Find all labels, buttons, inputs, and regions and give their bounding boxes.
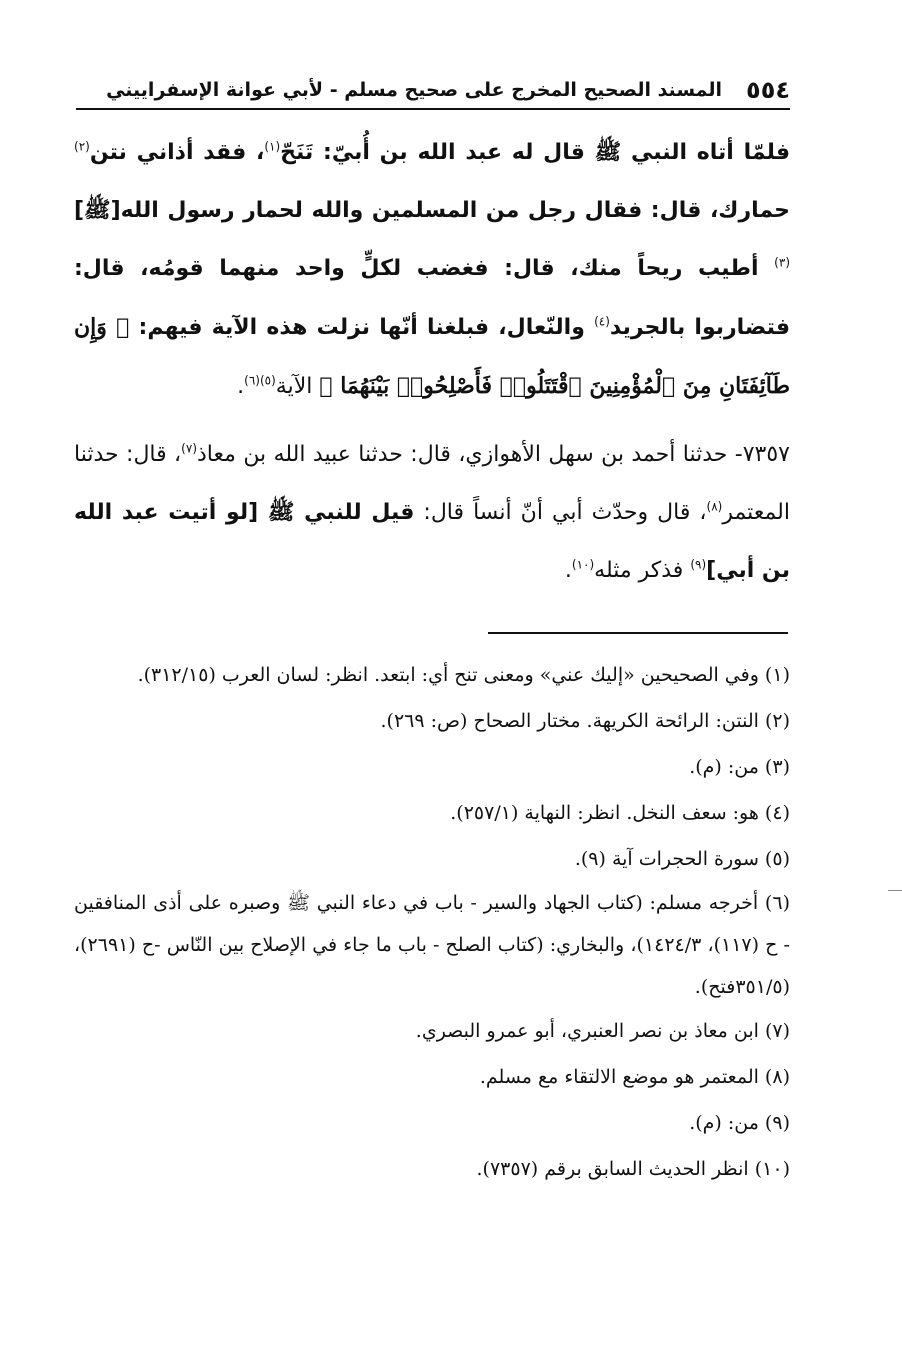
footnote: (٨) المعتمر هو موضع الالتقاء مع مسلم. [479,1066,790,1088]
footnote: (١) وفي الصحيحين «إليك عني» ومعنى تنح أي: ابتعد. انظر: لسان العرب (٣١٢/١٥). [137,664,790,686]
text-segment: ، قال: حدثنا المعتمر [74,442,790,525]
footnote-ref[interactable]: (١) [264,139,281,154]
footnote: (٣) من: (م). [689,756,790,778]
footnote-ref[interactable]: (٨) [706,499,723,514]
text-segment: حمارك، قال: فقال رجل من المسلمين والله لحمار رسول الله[ﷺ] [74,198,790,223]
header-rule [76,108,790,110]
footnote-ref[interactable]: (٢) [74,139,90,154]
text-segment: ، فقد أذاني نتن [89,140,265,165]
text-segment: ، قال وحدّث أبي أنّ أنساً قال: [414,500,707,525]
footnote-ref[interactable]: (٣) [774,255,790,270]
running-title: المسند الصحيح المخرج على صحيح مسلم - لأبي عوانة الإسفراييني [106,79,723,101]
footnote-ref[interactable]: (٤) [594,314,610,329]
footnotes [74,652,790,1192]
main-text [74,124,790,600]
footnote-ref[interactable]: (٩) [690,557,707,572]
footnote-ref[interactable]: (٧) [181,441,197,456]
text-segment: والنّعال، فبلغنا أنّها نزلت هذه الآية فيهم: [129,315,595,340]
text-segment: فلمّا أتاه النبي ﷺ قال له عبد الله بن أُبيّ: تَنَحّ [280,140,790,165]
text-segment: الآية [275,374,320,399]
footnote-ref[interactable]: (٥)(٦) [244,373,276,388]
text-segment: . [237,374,245,399]
text-segment: أطيب ريحاً منك، قال: فغضب لكلٍّ واحد منهما قومُه، قال: فتضاربوا بالجريد [74,256,790,340]
text-segment: فذكر مثله [594,558,691,583]
hadith-paragraph [74,426,790,600]
footnote: (٢) النتن: الرائحة الكريهة. مختار الصحاح (ص: ٢٦٩). [380,710,790,732]
hadith-paragraph [74,124,790,416]
footnote-ref[interactable]: (١٠) [571,557,595,572]
quran-verse: ﴿ وَإِن طَآئِفَتَانِ مِنَ ٱلْمُؤْمِنِينَ ٱقْتَتَلُوا۟ فَأَصْلِحُوا۟ بَيْنَهُمَا ﴾ [74,314,790,399]
running-header [106,70,790,110]
footnote: (٦) أخرجه مسلم: (كتاب الجهاد والسير - باب في دعاء النبي ﷺ وصبره على أذى المنافقين - ح (١١٧)، ١٤٢٤/٣)، والبخاري: (كتاب الصلح - باب ما جاء في الإصلاح بين النّاس -ح (٢٦٩١)، (٣٥١/٥فتح). [74,892,790,998]
footnote: (١٠) انظر الحديث السابق برقم (٧٣٥٧). [476,1158,790,1180]
margin-mark [888,890,902,891]
page-number: ٥٥٤ [746,76,790,104]
text-segment: . [564,558,572,583]
footnote: (٥) سورة الحجرات آية (٩). [574,848,790,870]
footnote: (٤) هو: سعف النخل. انظر: النهاية (٢٥٧/١). [450,802,790,824]
text-segment: ٧٣٥٧- حدثنا أحمد بن سهل الأهوازي، قال: حدثنا عبيد الله بن معاذ [197,442,790,467]
footnote: (٩) من: (م). [689,1112,790,1134]
text-segment: قيل للنبي ﷺ [لو أتيت عبد الله بن أبي] [74,500,790,583]
footnote: (٧) ابن معاذ بن نصر العنبري، أبو عمرو البصري. [415,1020,790,1042]
footnote-separator [488,632,788,634]
